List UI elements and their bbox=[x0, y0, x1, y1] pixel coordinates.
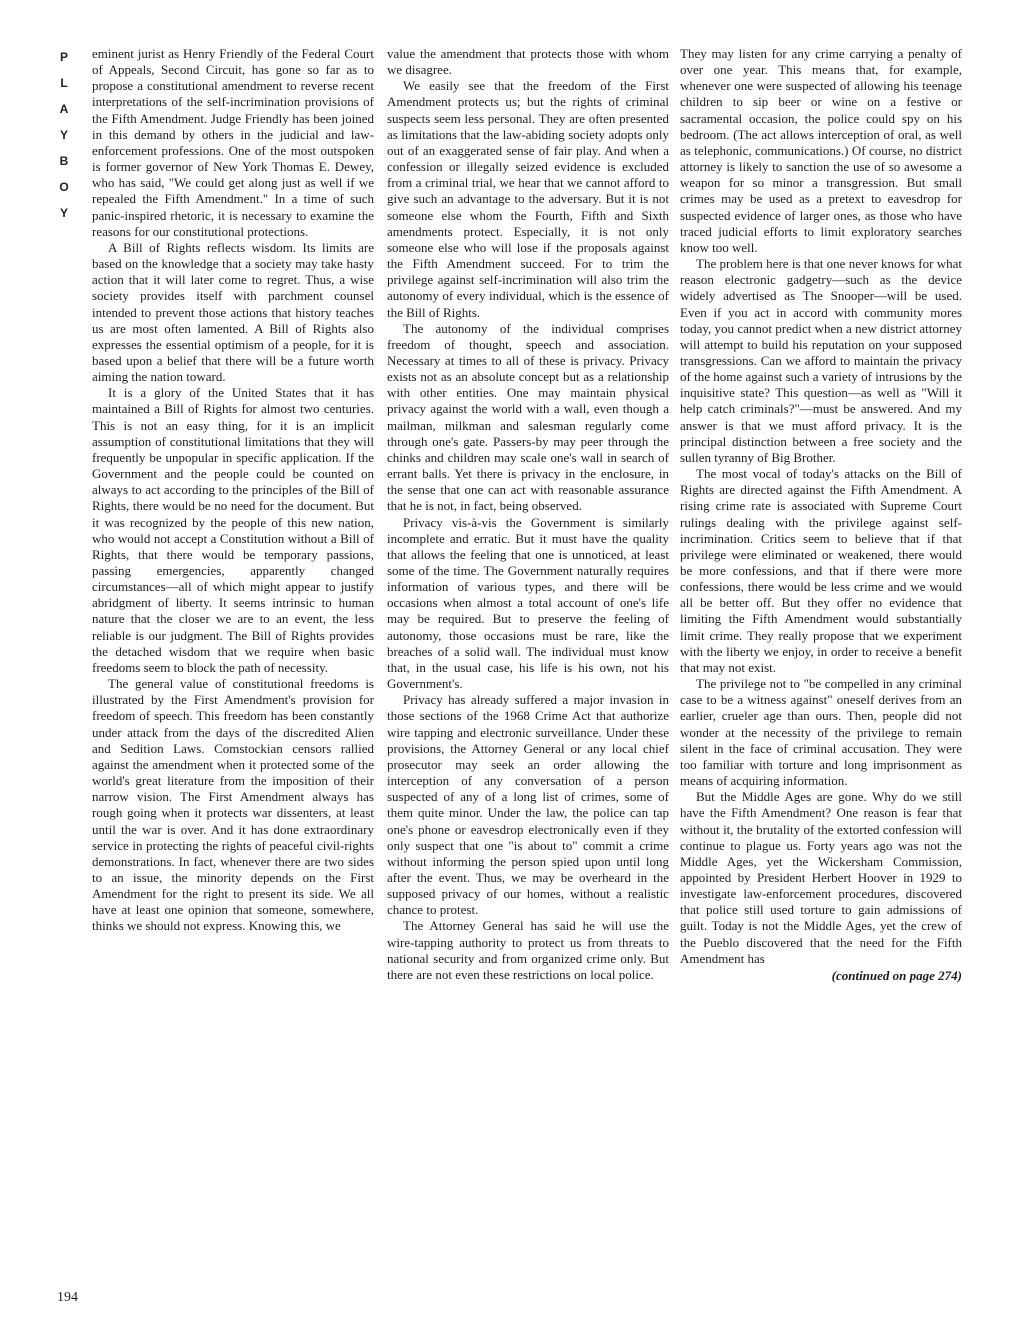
paragraph: We easily see that the freedom of the First Amendment protects us; but the rights of criminal suspects seem less personal. They are often presented as limitations that the law-abiding society adopts only out of an exaggerated sense of fair play. And when a confession or illegally seized evidence is excluded from a criminal trial, we hear that we cannot afford to give such an advantage to the adversary. But it is not someone else whom the Fourth, Fifth and Sixth amendments protect. Especially, it is not only someone else who will lose if the proposals against the Fifth Amendment succeed. For to trim the privilege against self-incrimination will also trim the autonomy of every individual, which is the essence of the Bill of Rights. bbox=[387, 78, 669, 320]
logo-letter: Y bbox=[59, 206, 68, 220]
logo-letter: L bbox=[60, 76, 68, 90]
paragraph: They may listen for any crime carrying a penalty of over one year. This means that, for example, whenever one were suspected of allowing his teenage children to sip beer or wine on a festive or sacramental occasion, the police could spy on his bedroom. (The act allows interception of oral, as well as telephonic, communications.) Of course, no district attorney is likely to sanction the use of so awesome a weapon for so minor a transgression. But small crimes may be used as a pretext to eavesdrop for suspected evidence of larger ones, as those who have traced judicial efforts to limit exploratory searches know too well. bbox=[680, 46, 962, 255]
article-column-2 bbox=[387, 46, 669, 983]
continued-on-page-note: (continued on page 274) bbox=[831, 967, 962, 983]
paragraph: It is a glory of the United States that it has maintained a Bill of Rights for almost two centuries. This is not an easy thing, for it is an implicit assumption of constitutional limitations that they will frequently be unpopular in specific application. If the Government and the people could be counted on always to act according to the principles of the Bill of Rights, there would be no need for the document. But it was recognized by the people of this new nation, who would not accept a Constitution without a Bill of Rights, that there would be temporary passions, passing emergencies, apparently changed circumstances—all of which might appear to justify abridgment of liberty. It seems intrinsic to human nature that the closer we are to an event, the less reliable is our judgment. The Bill of Rights provides the detached wisdom that we require when basic freedoms seem to block the path of necessity. bbox=[92, 385, 374, 675]
logo-letter: Y bbox=[59, 128, 68, 142]
paragraph: But the Middle Ages are gone. Why do we still have the Fifth Amendment? One reason is fear that without it, the brutality of the extorted confession will continue to plague us. Forty years ago was not the Middle Ages, yet the Wickersham Commission, appointed by President Herbert Hoover in 1929 to investigate law-enforcement procedures, discovered that police still used torture to gain admissions of guilt. Today is not the Middle Ages, yet the crew of the Pueblo discovered that the need for the Fifth Amendment has bbox=[680, 789, 962, 966]
paragraph: Privacy has already suffered a major invasion in those sections of the 1968 Crime Act that authorize wire tapping and electronic surveillance. Under these provisions, the Attorney General or any local chief prosecutor may seek an order allowing the interception of any conversation of a person suspected of any of a long list of crimes, some of them quite minor. Under the law, the police can tap one's phone or eavesdrop electronically even if they only suspect that one "is about to" commit a crime without informing the person spied upon until long after the event. Thus, we may be overheard in the supposed privacy of our homes, without a realistic chance to protest. bbox=[387, 692, 669, 918]
paragraph: The autonomy of the individual comprises freedom of thought, speech and association. Necessary at times to all of these is privacy. Privacy exists not as an absolute concept but as a relationship with other entities. One may maintain physical privacy against the world with a wall, even though a mailman, milkman and salesman regularly come through one's gate. Passers-by may peer through the chinks and children may scale one's wall in search of errant balls. Yet there is privacy in the enclosure, in the sense that one can act with reasonable assurance that he is not, in fact, being observed. bbox=[387, 320, 669, 514]
page-number: 194 bbox=[57, 1290, 78, 1305]
playboy-vertical-logo bbox=[56, 44, 72, 226]
logo-letter: O bbox=[59, 180, 69, 194]
paragraph: The Attorney General has said he will use the wire-tapping authority to protect us from threats to national security and from organized crime only. But there are not even these restrictions on local police. bbox=[387, 918, 669, 982]
paragraph: Privacy vis-à-vis the Government is similarly incomplete and erratic. But it must have the quality that allows the feeling that one is unnoticed, at least some of the time. The Government naturally requires information of various types, and there will be occasions when almost a total account of one's life may be required. But to preserve the feeling of autonomy, those occasions must be rare, like the breaches of a solid wall. The individual must know that, in the usual case, his life is his own, not his Government's. bbox=[387, 514, 669, 692]
article-column-1 bbox=[92, 46, 374, 935]
article-column-3 bbox=[680, 46, 962, 984]
logo-letter: P bbox=[59, 50, 68, 64]
logo-letter: A bbox=[59, 102, 69, 116]
paragraph: The problem here is that one never knows for what reason electronic gadgetry—such as the device widely advertised as The Snooper—will be used. Even if you act in accord with community mores today, you cannot predict when a new district attorney will attempt to build his reputation on your supposed transgressions. Can we afford to maintain the privacy of the home against such a variety of intrusions by the inquisitive state? This question—as well as "Will it help catch criminals?"—must be answered. And my answer is that we must afford privacy. It is the principal distinction between a free society and the sullen tyranny of Big Brother. bbox=[680, 256, 962, 465]
paragraph: The general value of constitutional freedoms is illustrated by the First Amendment's provision for freedom of speech. This freedom has been constantly under attack from the days of the discredited Alien and Sedition Laws. Comstockian censors rallied against the amendment when it protected some of the world's great literature from the imposition of their narrow vision. The First Amendment always has rough going when it protects war dissenters, at least until the war is over. And it has done extraordinary service in protecting the rights of peaceful civil-rights demonstrations. In fact, whenever there are two sides to an issue, the minority depends on the First Amendment for the right to present its side. We all have at least one opinion that someone, somewhere, thinks we should not express. Knowing this, we bbox=[92, 676, 374, 934]
logo-letter: B bbox=[59, 154, 69, 168]
paragraph: The most vocal of today's attacks on the Bill of Rights are directed against the Fifth Amendment. A rising crime rate is associated with Supreme Court rulings dealing with the privilege against self-incrimination. Critics seem to believe that if that privilege were eliminated or weakened, there would be more confessions, and that if there were more confessions, there would be less crime and we would all be better off. But they offer no evidence that limiting the Fifth Amendment would substantially limit crime. They really propose that we experiment with the liberty we enjoy, in order to receive a benefit that may not exist. bbox=[680, 466, 962, 675]
paragraph: A Bill of Rights reflects wisdom. Its limits are based on the knowledge that a society may take hasty action that it will later come to regret. Thus, a wise society provides itself with parchment counsel intended to prevent those actions that history teaches us are most often lamented. A Bill of Rights also expresses the essential optimism of a people, for it is based upon a belief that there will be a future worth aiming the nation toward. bbox=[92, 239, 374, 385]
paragraph: eminent jurist as Henry Friendly of the Federal Court of Appeals, Second Circuit, has gone so far as to propose a constitutional amendment to reverse recent interpretations of the self-incrimination provisions of the Fifth Amendment. Judge Friendly has been joined in this demand by others in the judicial and law-enforcement professions. One of the most outspoken is former governor of New York Thomas E. Dewey, who has said, "We could get along just as well if we repealed the Fifth Amendment." In a time of such panic-inspired rhetoric, it is necessary to examine the reasons for our constitutional protections. bbox=[92, 46, 374, 239]
paragraph: The privilege not to "be compelled in any criminal case to be a witness against" oneself derives from an earlier, crueler age than ours. Then, people did not wonder at the necessity of the privilege to remain silent in the face of criminal accusation. They were too familiar with torture and long imprisonment as means of acquiring information. bbox=[680, 676, 962, 789]
paragraph: value the amendment that protects those with whom we disagree. bbox=[387, 46, 669, 78]
